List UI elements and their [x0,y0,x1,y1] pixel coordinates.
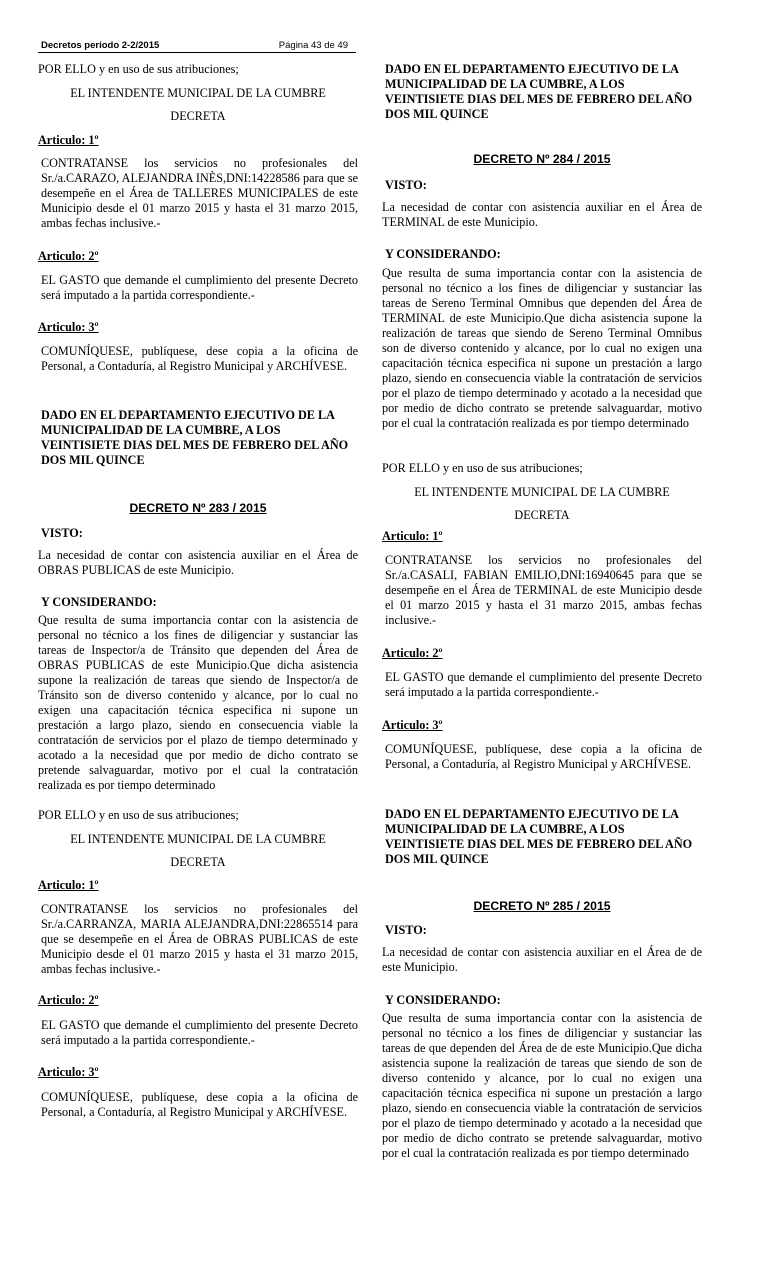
dado-text-top: DADO EN EL DEPARTAMENTO EJECUTIVO DE LA MUNICIPALIDAD DE LA CUMBRE, A LOS VEINTISIETE DIAS DEL MES DE FEBRERO DEL AÑO DOS MIL QUINCE [385,62,693,121]
article-1-title: Articulo: 1º [382,529,443,543]
por-ello-text-2: POR ELLO y en uso de sus atribuciones; [38,808,239,822]
article-1-text: CONTRATANSE los servicios no profesionales del Sr./a.CASALI, FABIAN EMILIO,DNI:16940645 para que se desempeñe en el Área de TERMINAL de este Municipio desde el 01 marzo 2015 y hasta el 31 marzo 2015, ambas fechas inclusive.- [385,553,702,627]
considerando-heading: Y CONSIDERANDO: [385,247,501,261]
dado-text: DADO EN EL DEPARTAMENTO EJECUTIVO DE LA MUNICIPALIDAD DE LA CUMBRE, A LOS VEINTISIETE DIAS DEL MES DE FEBRERO DEL AÑO DOS MIL QUINCE [385,807,693,866]
article-3-title: Articulo: 3º [382,718,443,732]
decreta-text-2: DECRETA [170,855,226,869]
article-2-text-2: EL GASTO que demande el cumplimiento del presente Decreto será imputado a la partida correspondiente.- [41,1018,358,1047]
dado-text: DADO EN EL DEPARTAMENTO EJECUTIVO DE LA MUNICIPALIDAD DE LA CUMBRE, A LOS VEINTISIETE DIAS DEL MES DE FEBRERO DEL AÑO DOS MIL QUINCE [41,408,349,467]
article-2-title: Articulo: 2º [38,249,99,263]
article-1-title: Articulo: 1º [38,133,99,147]
intendente-text: EL INTENDENTE MUNICIPAL DE LA CUMBRE [414,485,670,499]
visto-heading-2: VISTO: [385,923,427,937]
article-3-text: COMUNÍQUESE, publíquese, dese copia a la oficina de Personal, a Contaduría, al Registro Municipal y ARCHÍVESE. [41,344,358,373]
por-ello-text: POR ELLO y en uso de sus atribuciones; [382,461,583,475]
considerando-text-2: Que resulta de suma importancia contar con la asistencia de personal no técnico a los fines de diligenciar y sustanciar las tareas de que dependen del Área de de este Municipio.Que dicha asistencia supone la realización de tareas que siendo de son de diverso contenido y alcance, por lo cual no exigen una capacitación técnica especifica ni supone un prestación a largo plazo, siendo en consecuencia viable la contratación de servicios por el plazo de tiempo determinado y acotado a la necesidad que por medio de dicho contrato se pretende salvaguardar, motivo por el cual la contratación realizada es por tiempo determinado [382,1011,702,1160]
article-3-title-2: Articulo: 3º [38,1065,99,1079]
visto-heading: VISTO: [41,526,83,540]
visto-heading: VISTO: [385,178,427,192]
header-page-number: Página 43 de 49 [278,40,348,51]
header-doc-title: Decretos periodo 2-2/2015 [41,40,160,51]
intendente-text: EL INTENDENTE MUNICIPAL DE LA CUMBRE [70,86,326,100]
article-1-title-2: Articulo: 1º [38,878,99,892]
considerando-heading: Y CONSIDERANDO: [41,595,157,609]
article-1-text-2: CONTRATANSE los servicios no profesionales del Sr./a.CARRANZA, MARIA ALEJANDRA,DNI:22865514 para que se desempeñe en el Área de OBRAS PUBLICAS de este Municipio desde el 01 marzo 2015 y hasta el 31 marzo 2015, ambas fechas inclusive.- [41,902,358,976]
decreta-text: DECRETA [170,109,226,123]
visto-text: La necesidad de contar con asistencia auxiliar en el Área de TERMINAL de este Municipio. [382,200,702,229]
considerando-heading-2: Y CONSIDERANDO: [385,993,501,1007]
decree-285-title: DECRETO Nº 285 / 2015 [473,899,611,913]
article-2-title: Articulo: 2º [382,646,443,660]
article-3-text-2: COMUNÍQUESE, publíquese, dese copia a la oficina de Personal, a Contaduría, al Registro Municipal y ARCHÍVESE. [41,1090,358,1119]
article-3-title: Articulo: 3º [38,320,99,334]
decree-284-title: DECRETO Nº 284 / 2015 [473,152,611,166]
article-2-text: EL GASTO que demande el cumplimiento del presente Decreto será imputado a la partida correspondiente.- [385,670,702,699]
page-header [38,36,356,53]
intendente-text-2: EL INTENDENTE MUNICIPAL DE LA CUMBRE [70,832,326,846]
article-2-title-2: Articulo: 2º [38,993,99,1007]
considerando-text: Que resulta de suma importancia contar con la asistencia de personal no técnico a los fines de diligenciar y sustanciar las tareas de Sereno Terminal Omnibus que dependen del Área de TERMINAL de este Municipio.Que dicha asistencia supone la realización de tareas que siendo de Sereno Terminal Omnibus son de diverso contenido y alcance, por lo cual no exigen una capacitación técnica especifica ni supone un prestación a largo plazo, siendo en consecuencia viable la contratación de servicios por el plazo de tiempo determinado y acotado a la necesidad que por medio de dicho contrato se pretende salvaguardar, motivo por el cual la contratación realizada es por tiempo determinado [382,266,702,430]
visto-text: La necesidad de contar con asistencia auxiliar en el Área de OBRAS PUBLICAS de este Municipio. [38,548,358,577]
considerando-text: Que resulta de suma importancia contar con la asistencia de personal no técnico a los fines de diligenciar y sustanciar las tareas de Inspector/a de Tránsito que dependen del Área de OBRAS PUBLICAS de este Municipio.Que dicha asistencia supone la realización de tareas que siendo de Inspector/a de Tránsito son de diverso contenido y alcance, por lo cual no exigen una capacitación técnica especifica ni supone un prestación a largo plazo, siendo en consecuencia viable la contratación de servicios por el plazo de tiempo determinado y acotado a la necesidad que por medio de dicho contrato se pretende salvaguardar, motivo por el cual la contratación realizada es por tiempo determinado [38,613,358,792]
decreta-text: DECRETA [514,508,570,522]
decree-283-title: DECRETO Nº 283 / 2015 [129,501,267,515]
por-ello-text: POR ELLO y en uso de sus atribuciones; [38,62,239,76]
article-1-text: CONTRATANSE los servicios no profesionales del Sr./a.CARAZO, ALEJANDRA INÈS,DNI:14228586 para que se desempeñe en el Área de TALLERES MUNICIPALES de este Municipio desde el 01 marzo 2015 y hasta el 31 marzo 2015, ambas fechas inclusive.- [41,156,358,230]
article-3-text: COMUNÍQUESE, publíquese, dese copia a la oficina de Personal, a Contaduría, al Registro Municipal y ARCHÍVESE. [385,742,702,771]
article-2-text: EL GASTO que demande el cumplimiento del presente Decreto será imputado a la partida correspondiente.- [41,273,358,302]
visto-text-2: La necesidad de contar con asistencia auxiliar en el Área de de este Municipio. [382,945,702,974]
